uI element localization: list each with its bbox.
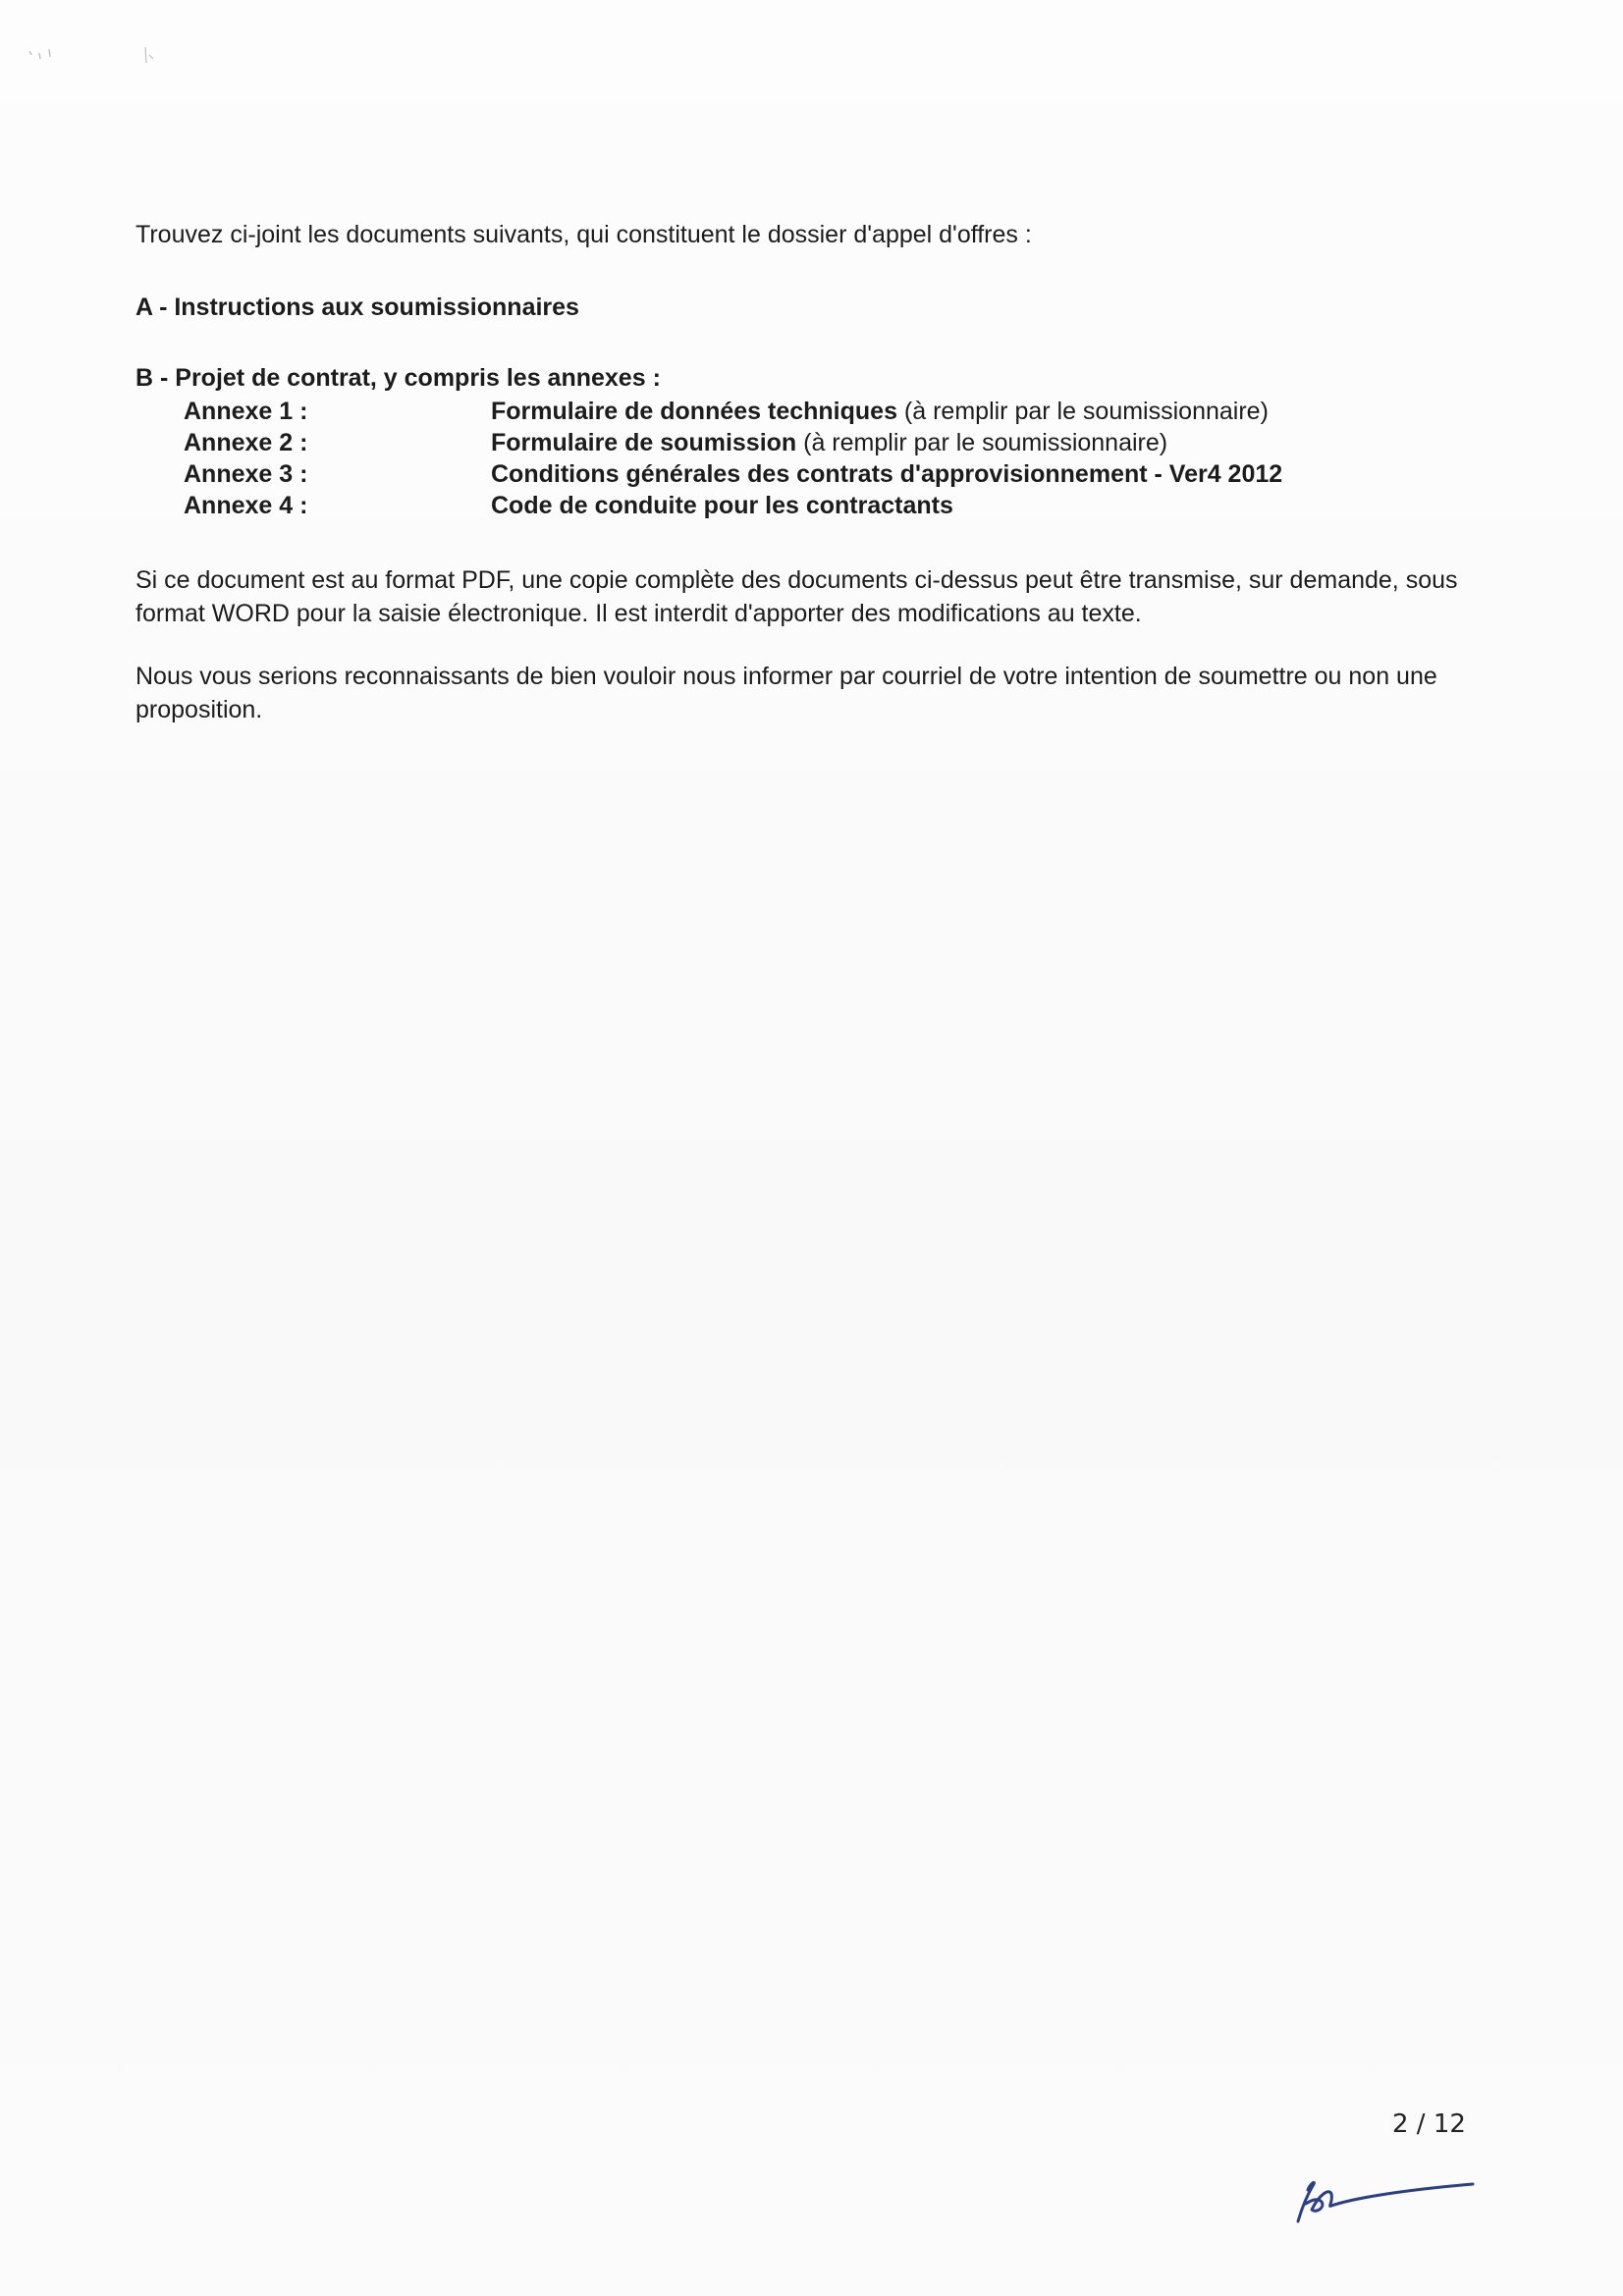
format-notice-paragraph: Si ce document est au format PDF, une copie complète des documents ci-dessus peut être transmise, sur demande, sous format WORD pour la saisie électronique. Il est interdit d'apporter des modifications au texte.: [135, 566, 1458, 627]
initials-signature: [1286, 2164, 1483, 2233]
section-b-heading: B - Projet de contrat, y compris les annexes :: [135, 364, 661, 392]
annex-label: Annexe 2 :: [184, 429, 308, 456]
annex-title-text: Formulaire de soumission: [491, 429, 797, 456]
annex-title-text: Formulaire de données techniques: [491, 398, 897, 425]
annex-row: [135, 489, 1471, 520]
annex-label: Annexe 1 :: [184, 398, 308, 425]
letter-body: [135, 218, 1471, 726]
annex-title: [491, 489, 953, 522]
annex-row: [135, 395, 1471, 426]
scan-artifact-marks: [27, 41, 165, 71]
intro-paragraph: Trouvez ci-joint les documents suivants, qui constituent le dossier d'appel d'offres :: [135, 221, 1032, 248]
annex-title: [491, 426, 1167, 459]
annex-row: [135, 426, 1471, 457]
annex-title: [491, 395, 1269, 428]
annex-note: (à remplir par le soumissionnaire): [896, 398, 1269, 425]
annex-row: [135, 457, 1471, 489]
reply-request-paragraph: Nous vous serions reconnaissants de bien vouloir nous informer par courriel de votre intention de soumettre ou non une proposition.: [135, 663, 1437, 723]
annex-title-text: Code de conduite pour les contractants: [491, 492, 953, 519]
annex-title-text: Conditions générales des contrats d'approvisionnement - Ver4 2012: [491, 460, 1283, 488]
section-a-heading: A - Instructions aux soumissionnaires: [135, 294, 579, 321]
annex-list: [135, 395, 1471, 520]
annex-title: [491, 457, 1282, 491]
annex-label: Annexe 4 :: [184, 492, 308, 519]
annex-note: (à remplir par le soumissionnaire): [796, 429, 1168, 456]
page-number: 2 / 12: [1392, 2109, 1466, 2139]
annex-label: Annexe 3 :: [184, 460, 308, 488]
